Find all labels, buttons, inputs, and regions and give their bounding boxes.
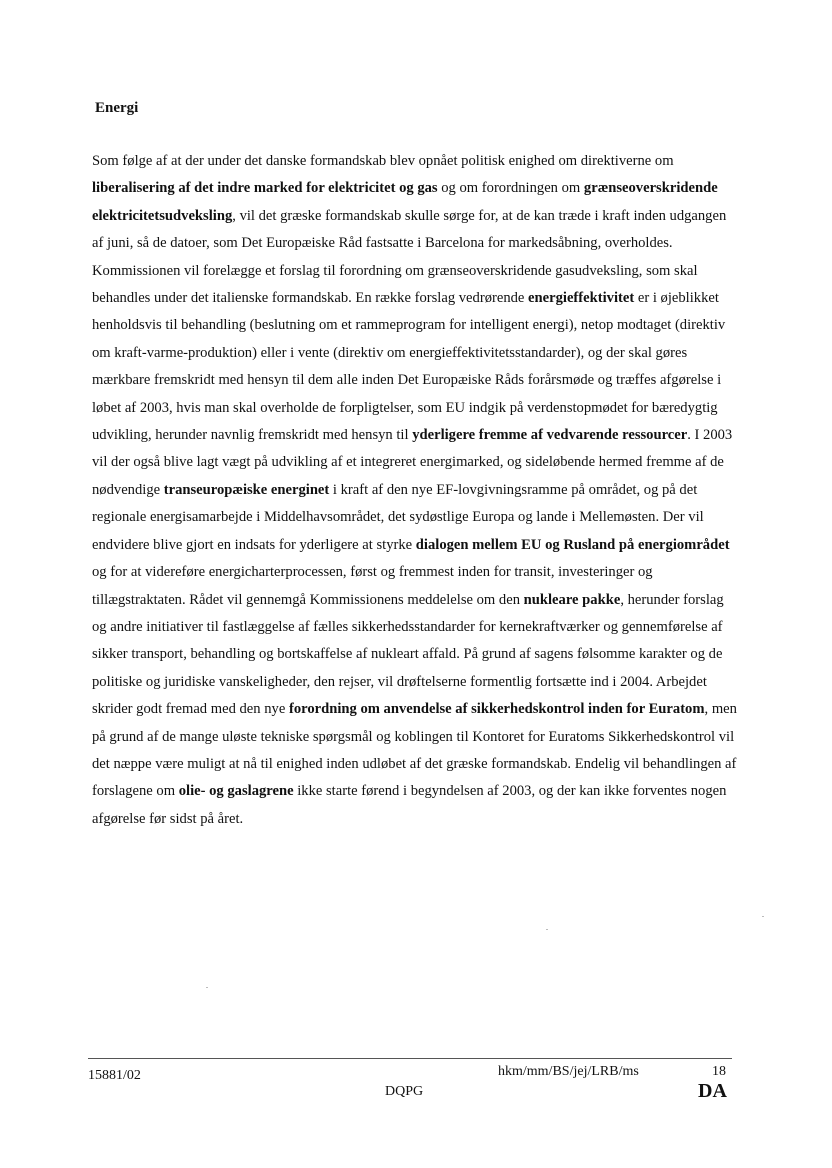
bold-phrase: olie- og gaslagrene: [178, 783, 294, 800]
text-run: ikke starte førend i begyndelsen af 2003, og der kan ikke forventes nogen afgørelse før sidst på året.: [92, 783, 727, 827]
bold-phrase: yderligere fremme af vedvarende ressourcer: [412, 427, 688, 444]
footer-directorate: DQPG: [385, 1084, 424, 1099]
bold-phrase: transeuropæiske energinet: [163, 481, 330, 498]
text-run: Som følge af at der under det danske formandskab blev opnået politisk enighed om direktiverne om: [92, 153, 674, 169]
section-heading: Energi: [95, 100, 139, 116]
bold-phrase: grænseoverskridende elektricitetsudveksling: [92, 180, 718, 224]
text-run: og for at videreføre energicharterprocessen, først og fremmest inden for transit, investeringer og tillægstraktaten. Rådet vil gennemgå Kommissionens meddelelse om den: [92, 564, 653, 608]
text-run: , herunder forslag og andre initiativer til fastlæggelse af fælles sikkerhedsstandarder for kernekraftværker og gennemførelse af sikker transport, behandling og bortskaffelse af nukleart affald. På grund af sagens følsomme karakter og de politiske og juridiske vanskeligheder, den rejser, vil drøftelserne formentlig fortsætte ind i 2004. Arbejdet skrider godt fremad med den nye: [92, 591, 724, 718]
footer-divider: [88, 1058, 732, 1059]
bold-phrase: nukleare pakke: [523, 591, 621, 608]
footer-document-reference: 15881/02: [88, 1068, 141, 1083]
body-paragraph: [92, 148, 740, 833]
scan-speck: [762, 916, 764, 917]
scan-speck: [546, 929, 548, 930]
footer-language-code: DA: [698, 1080, 727, 1102]
bold-phrase: liberalisering af det indre marked for elektricitet og gas: [92, 180, 438, 197]
bold-phrase: energieffektivitet: [528, 290, 635, 307]
text-run: , men på grund af de mange uløste tekniske spørgsmål og koblingen til Kontoret for Euratoms Sikkerhedskontrol vil det næppe være muligt at nå til enighed inden udløbet af det græske formandskab. Endelig vil behandlingen af forslagene om: [92, 701, 737, 800]
bold-phrase: dialogen mellem EU og Rusland på energiområdet: [415, 536, 730, 553]
text-run: og om forordningen om: [437, 180, 584, 197]
footer-page-number: 18: [712, 1064, 726, 1079]
text-run: er i øjeblikket henholdsvis til behandling (beslutning om et rammeprogram for intelligent energi), netop modtaget (direktiv om kraft-varme-produktion) eller i vente (direktiv om energieffektivitetsstandarder), og der skal gøres mærkbare fremskridt med hensyn til dem alle inden Det Europæiske Råds forårsmøde og træffes afgørelse i løbet af 2003, hvis man skal overholde de forpligtelser, som EU indgik på verdenstopmødet for bæredygtig udvikling, herunder navnlig fremskridt med hensyn til: [92, 290, 726, 444]
scan-speck: [206, 987, 208, 988]
footer-initials: hkm/mm/BS/jej/LRB/ms: [498, 1064, 639, 1079]
text-run: . I 2003 vil der også blive lagt vægt på udvikling af et integreret energimarked, og sideløbende hermed fremme af de nødvendige: [92, 427, 733, 498]
text-run: i kraft af den nye EF-lovgivningsramme på området, og på det regionale energisamarbejde i Middelhavsområdet, det sydøstlige Europa og lande i Mellemøsten. Der vil endvidere blive gjort en indsats for yderligere at styrke: [92, 481, 704, 553]
text-run: , vil det græske formandskab skulle sørge for, at de kan træde i kraft inden udgangen af juni, så de datoer, som Det Europæiske Råd fastsatte i Barcelona for markedsåbning, overholdes. Kommissionen vil forelægge et forslag til forordning om grænseoverskridende gasudveksling, som skal behandles under det italienske formandskab. En række forslag vedrørende: [92, 207, 727, 307]
bold-phrase: forordning om anvendelse af sikkerhedskontrol inden for Euratom: [288, 701, 705, 718]
